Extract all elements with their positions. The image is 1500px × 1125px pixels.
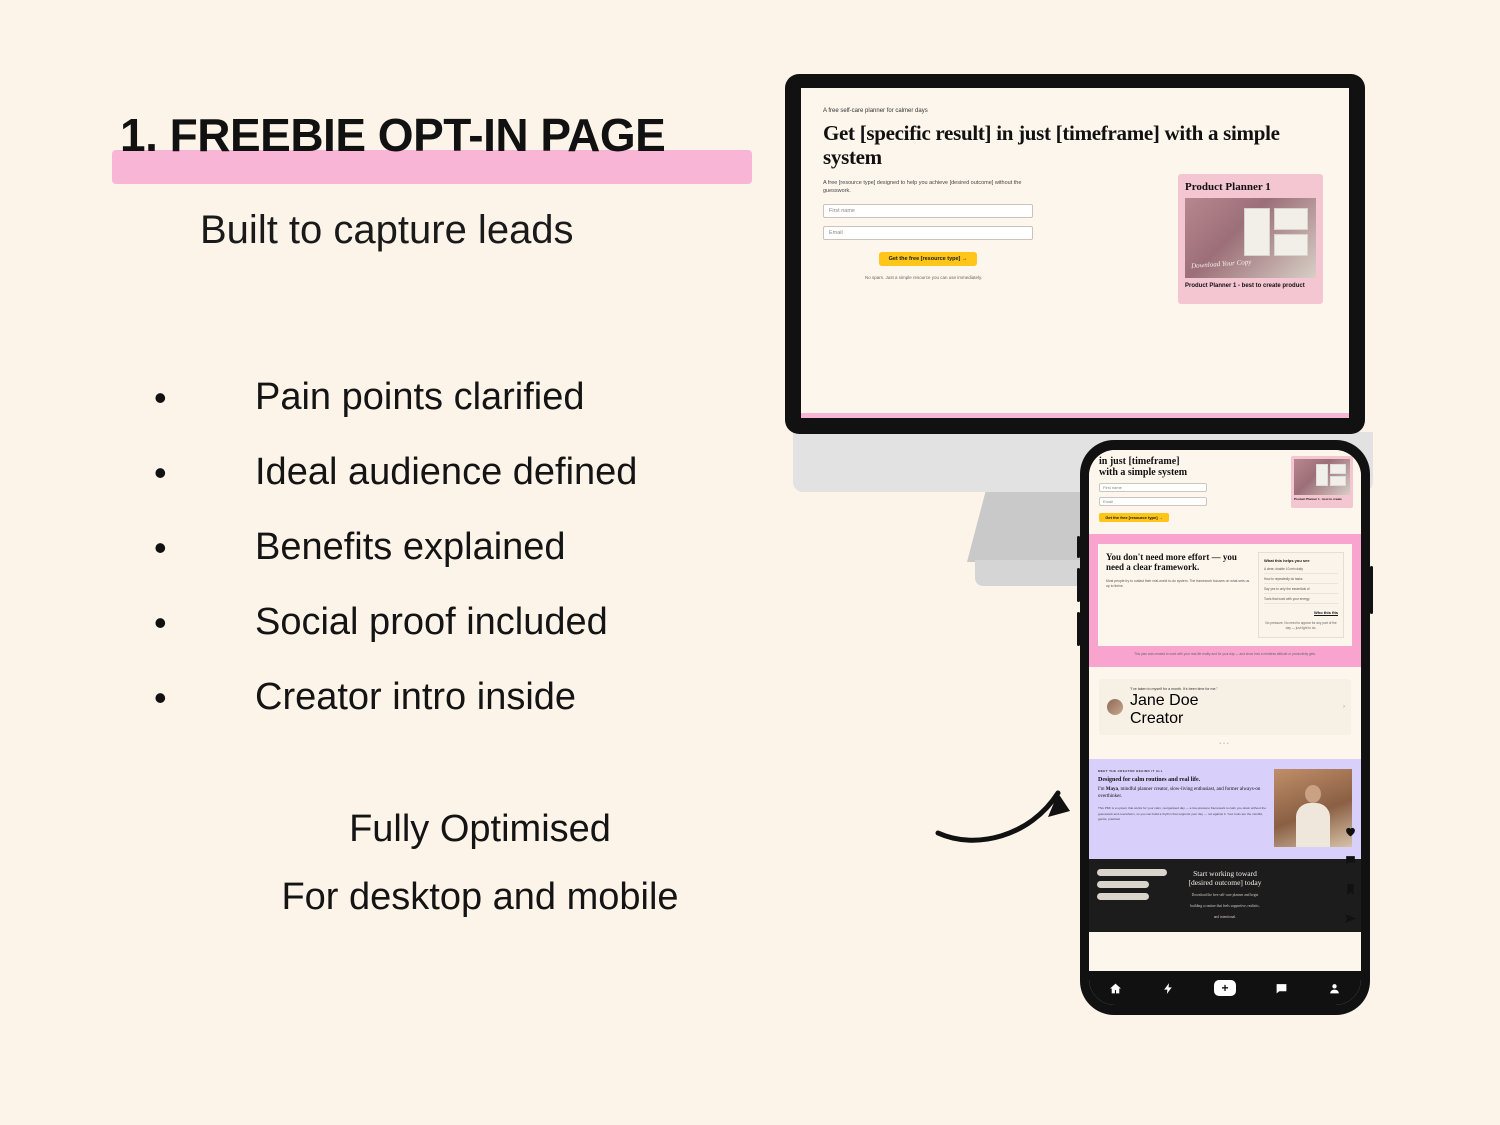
- bullet-dot-icon: •: [154, 451, 167, 493]
- list-item: [150, 435, 770, 510]
- page-title: 1. FREEBIE OPT-IN PAGE: [120, 109, 666, 161]
- accent-bottom-bar: [801, 413, 1349, 418]
- monitor-frame: [785, 74, 1365, 434]
- mobile-submit-button[interactable]: Get the free [resource type] →: [1099, 513, 1169, 522]
- mobile-about-intro-rest: , mindful planner creator, slow-living enthusiast, and former always-on overthinker.: [1098, 786, 1261, 799]
- submit-button[interactable]: Get the free [resource type] →: [879, 252, 977, 266]
- creator-photo-body: [1296, 803, 1330, 847]
- footnote-line-1: Fully Optimised: [349, 808, 611, 850]
- mobile-pain-box-item: Say yes to only the essentials of: [1264, 586, 1338, 594]
- loading-skeleton: [1097, 869, 1167, 905]
- mobile-pain-heading: You don't need more effort — you need a clear framework.: [1106, 552, 1237, 573]
- email-input[interactable]: Email: [823, 226, 1033, 240]
- mobile-hero-section: [1089, 450, 1361, 530]
- mobile-hero-headline-line1: in just [timeframe]: [1099, 456, 1180, 467]
- mobile-pain-box-item: A clear, doable 10-min daily: [1264, 566, 1338, 574]
- heart-icon[interactable]: [1344, 825, 1357, 838]
- mobile-footer-heading-line1: Start working toward: [1193, 868, 1257, 878]
- mobile-side-action-bar: [1344, 825, 1357, 925]
- desktop-landing-page: [801, 88, 1349, 418]
- phone-volume-up-button: [1077, 568, 1080, 602]
- list-item-label: Pain points clarified: [255, 376, 585, 418]
- bullet-dot-icon: •: [154, 601, 167, 643]
- bullet-list: [150, 360, 770, 735]
- mobile-pain-box-item: How to repeatedly do tasks: [1264, 576, 1338, 584]
- phone-mockup: [1080, 440, 1370, 1015]
- planner-sheet: [1244, 208, 1270, 256]
- mobile-about-left: [1098, 769, 1266, 847]
- planner-sheet: [1274, 234, 1308, 256]
- comment-icon[interactable]: [1344, 854, 1357, 867]
- mobile-hero-headline-line2: with a simple system: [1099, 467, 1188, 478]
- carousel-dots[interactable]: •••: [1219, 740, 1231, 747]
- planner-sheet: [1330, 464, 1346, 474]
- mobile-about-intro: [1098, 787, 1266, 801]
- profile-icon[interactable]: [1326, 980, 1342, 996]
- testimonial-role: Creator: [1130, 709, 1184, 727]
- mobile-pain-left: [1106, 552, 1250, 638]
- first-name-input[interactable]: First name: [823, 204, 1033, 218]
- mobile-pain-box-heading: What this helps you see: [1264, 558, 1310, 563]
- footnote-block: [0, 795, 960, 932]
- mobile-testimonial-card: [1099, 679, 1351, 735]
- bookmark-icon[interactable]: [1344, 883, 1357, 896]
- mobile-footer-paragraph-line2: building a routine that feels supportive, realistic,: [1190, 903, 1260, 908]
- hero-headline: Get [specific result] in just [timeframe] with a simple system: [823, 121, 1280, 169]
- mobile-pain-box-note: No pressure, No need to appear for any part of the day — just light to do.: [1265, 621, 1337, 631]
- planner-sheet: [1330, 476, 1346, 486]
- product-card-title: Product Planner 1: [1185, 181, 1271, 193]
- phone-mute-button: [1077, 536, 1080, 558]
- monitor-screen: [801, 88, 1349, 418]
- testimonial-quote: "I've taken to myself for a month. It's been time for me.": [1130, 686, 1218, 691]
- mobile-testimonial-text: [1130, 686, 1218, 728]
- skeleton-bar: [1097, 893, 1149, 900]
- mobile-about-intro-name: Maya: [1105, 786, 1118, 792]
- mobile-footer-heading-line2: [desired outcome] today: [1188, 877, 1262, 887]
- page-subtitle: Built to capture leads: [200, 208, 574, 252]
- list-item-label: Ideal audience defined: [255, 451, 638, 493]
- mobile-email-input[interactable]: Email: [1099, 497, 1207, 506]
- lightning-icon[interactable]: [1161, 980, 1177, 996]
- mobile-product-card: [1291, 456, 1353, 508]
- creator-photo: [1274, 769, 1352, 847]
- mobile-footer-paragraph-line1: Download the free self-care planner and begin: [1191, 892, 1259, 897]
- footnote-line-2: For desktop and mobile: [281, 876, 679, 919]
- eyebrow-text: A free self-care planner for calmer days: [823, 108, 928, 114]
- list-item: [150, 360, 770, 435]
- chevron-right-icon[interactable]: ›: [1343, 703, 1345, 710]
- mobile-about-heading: Designed for calm routines and real life.: [1098, 776, 1201, 783]
- planner-sheet: [1316, 464, 1328, 486]
- desktop-mockup: [785, 74, 1365, 434]
- mobile-pain-box-item: Tools that work with your energy: [1264, 596, 1338, 604]
- mobile-footer-cta-section: [1089, 859, 1361, 932]
- hero-subhead: A free [resource type] designed to help you achieve [desired outcome] without the guesswork.: [823, 180, 1022, 195]
- home-icon[interactable]: [1108, 980, 1124, 996]
- mobile-testimonial-section: [1089, 667, 1361, 759]
- mobile-pain-box-link[interactable]: Who this fits: [1314, 610, 1338, 616]
- mobile-about-section: [1089, 759, 1361, 859]
- list-item-label: Creator intro inside: [255, 676, 577, 718]
- skeleton-bar: [1097, 869, 1167, 876]
- bullet-dot-icon: •: [154, 376, 167, 418]
- product-card: [1178, 174, 1323, 304]
- mobile-product-card-image: [1294, 459, 1350, 495]
- phone-volume-down-button: [1077, 612, 1080, 646]
- title-block: [120, 108, 665, 162]
- creator-photo-head: [1305, 785, 1321, 803]
- phone-screen: [1089, 450, 1361, 1005]
- planner-sheet: [1274, 208, 1308, 230]
- form-note: No spam. Just a simple resource you can use immediately.: [865, 274, 983, 280]
- mobile-product-card-caption: Product Planner 1 - best to create: [1294, 497, 1342, 501]
- bullet-dot-icon: •: [154, 676, 167, 718]
- mobile-pain-section: [1089, 534, 1361, 667]
- mobile-pain-card: [1098, 544, 1352, 646]
- mobile-bottom-nav: [1089, 971, 1361, 1005]
- curved-arrow-icon: [930, 755, 1090, 855]
- message-icon[interactable]: [1273, 980, 1289, 996]
- list-item-label: Benefits explained: [255, 526, 566, 568]
- avatar: [1107, 699, 1123, 715]
- share-icon[interactable]: [1344, 912, 1357, 925]
- list-item: [150, 585, 770, 660]
- mobile-first-name-input[interactable]: First name: [1099, 483, 1207, 492]
- mobile-footer-paragraph-line3: and intentional.: [1213, 915, 1237, 920]
- mobile-pain-paragraph: Most people try to outlast their real-world to-do system. The framework focuses on what sets us up to thrive.: [1106, 578, 1250, 589]
- product-card-overlay-text: Download Your Copy: [1190, 257, 1252, 271]
- list-item-label: Social proof included: [255, 601, 608, 643]
- skeleton-bar: [1097, 881, 1149, 888]
- phone-power-button: [1370, 566, 1373, 614]
- plus-icon[interactable]: +: [1214, 980, 1236, 996]
- list-item: [150, 510, 770, 585]
- mobile-about-paragraph: This PDF is a system that works for your calm, reorganised day — a low-pressure framework to calm you down without the guesswork and overwhelm, so you can build a rhythm that supports your day — not against it. Your tools are the mindful, gentle, practical.: [1098, 806, 1266, 821]
- testimonial-author: Jane Doe: [1130, 691, 1199, 709]
- mobile-about-tag: MEET THE CREATOR BEHIND IT ALL: [1098, 768, 1163, 773]
- product-card-caption: Product Planner 1 - best to create product: [1185, 283, 1305, 289]
- mobile-about-intro-prefix: I'm: [1098, 786, 1106, 792]
- product-card-image: [1185, 198, 1316, 278]
- bullet-dot-icon: •: [154, 526, 167, 568]
- mobile-pain-box: [1258, 552, 1344, 638]
- list-item: [150, 660, 770, 735]
- mobile-pain-footnote: This plan was created to work with your real-life reality and for your day — and show how a mindless attitude or productivity gets.: [1134, 651, 1316, 656]
